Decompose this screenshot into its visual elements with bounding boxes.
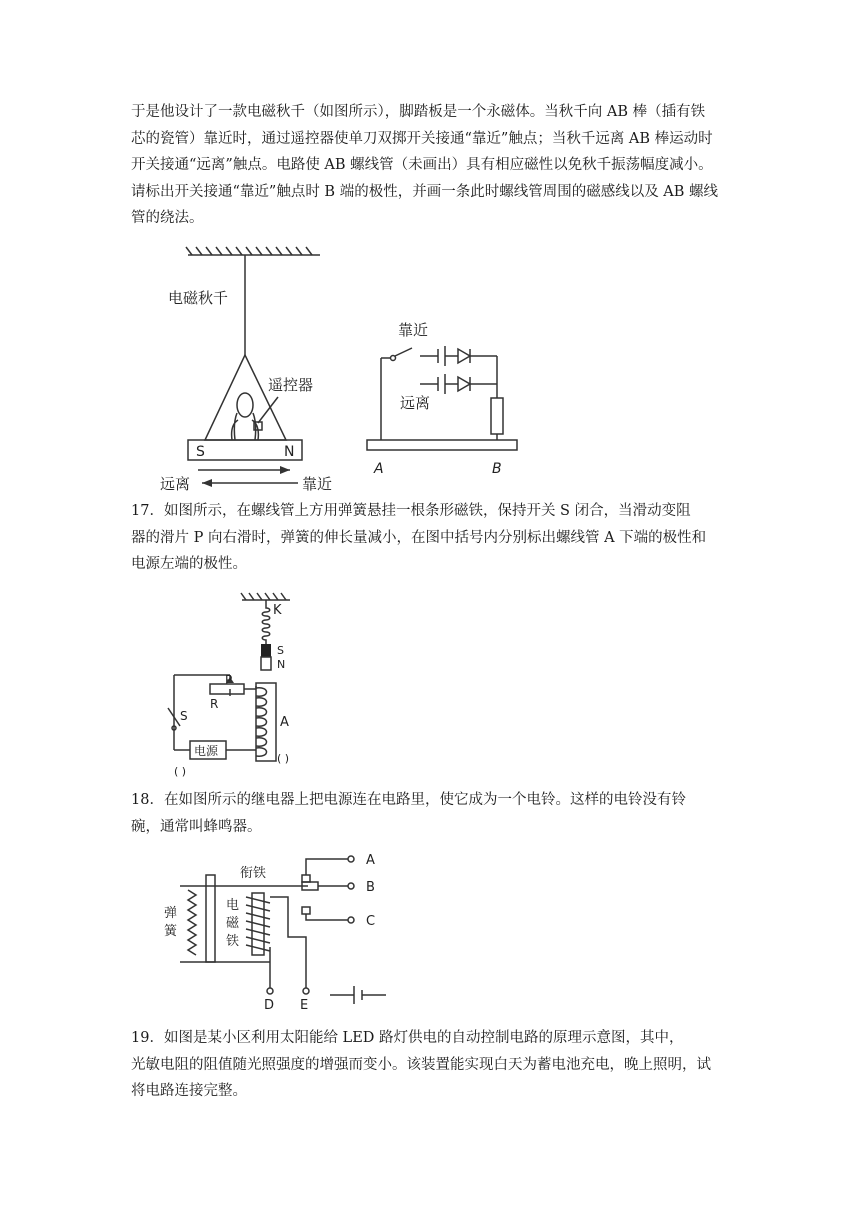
terminal-a (348, 856, 354, 862)
label-em-3: 铁 (226, 934, 240, 949)
label-e: E (300, 998, 309, 1013)
text-line: 于是他设计了一款电磁秋千（如图所示），脚踏板是一个永磁体。当秋千向 AB 棒（插有铁 (131, 104, 706, 120)
person-figure (232, 393, 262, 440)
electromagnet-coil (246, 897, 270, 951)
label-p: P (225, 673, 233, 687)
swing-label: 电磁秋千 (168, 289, 229, 307)
text-line: 17．如图所示，在螺线管上方用弹簧悬挂一根条形磁铁，保持开关 S 闭合，当滑动变阻 (131, 503, 691, 519)
away-arrow-label: 远离 (160, 475, 191, 493)
remote-label: 遥控器 (268, 376, 314, 394)
label-r: R (210, 697, 219, 711)
contact-assembly (302, 859, 348, 920)
near-arrow-label: 靠近 (302, 475, 333, 493)
terminal-c (348, 917, 354, 923)
solenoid-figure (160, 590, 340, 785)
bar-magnet-s (261, 644, 271, 657)
switch-away-label: 远离 (400, 394, 431, 412)
q19-text (131, 1025, 731, 1105)
text-line: 碗，通常叫蜂鸣器。 (131, 818, 262, 835)
coil-lead-e (270, 897, 306, 988)
end-b-label: B (492, 461, 502, 477)
bracket-coil-bottom: ( ) (277, 752, 290, 765)
bracket-power-left: ( ) (174, 765, 187, 778)
direction-arrows (198, 466, 298, 487)
text-line: 18．在如图所示的继电器上把电源连在电路里，使它成为一个电铃。这样的电铃没有铃 (131, 792, 686, 808)
end-a-label: A (374, 461, 384, 477)
text-line: 请标出开关接通“靠近”触点时 B 端的极性，并画一条此时螺线管周围的磁感线以及 AB 螺线 (131, 183, 719, 200)
label-d: D (264, 998, 275, 1013)
text-line: 开关接通“远离”触点。电路使 AB 螺线管（未画出）具有相应磁性以免秋千振荡幅度减小。 (131, 157, 713, 173)
text-line: 将电路连接完整。 (131, 1083, 247, 1099)
q16-text (131, 99, 731, 232)
remote-leader (258, 397, 278, 423)
spring (188, 890, 196, 955)
terminal-e (303, 988, 309, 994)
terminal-d (267, 988, 273, 994)
label-a: A (366, 853, 375, 868)
spring (262, 600, 270, 644)
text-line: 19．如图是某小区利用太阳能给 LED 路灯供电的自动控制电路的原理示意图，其中， (131, 1030, 684, 1046)
label-switch-s: S (180, 709, 188, 723)
power-label: 电源 (194, 744, 219, 758)
q17-text (131, 498, 731, 578)
text-line: 器的滑片 P 向右滑时，弹簧的伸长量减小，在图中括号内分别标出螺线管 A 下端的极性和 (131, 529, 707, 546)
label-spring-1: 弹 (164, 906, 178, 921)
solenoid-coil (256, 688, 267, 756)
swing-frame (205, 355, 286, 440)
switch-circuit (381, 321, 503, 440)
text-line: 管的绕法。 (131, 210, 204, 226)
relay-figure (160, 845, 400, 1015)
q18-text (131, 787, 731, 840)
swing-figure (150, 245, 530, 495)
ceiling (241, 593, 290, 600)
terminal-b (348, 883, 354, 889)
label-em-1: 电 (226, 898, 240, 913)
bar-magnet-n (261, 657, 271, 670)
switch-near-label: 靠近 (398, 321, 429, 339)
label-c: C (366, 914, 376, 929)
support-post (206, 875, 215, 962)
pole-n-label: N (284, 444, 295, 460)
text-line: 电源左端的极性。 (131, 556, 247, 572)
label-k: K (273, 603, 282, 618)
label-coil-a: A (280, 715, 289, 730)
label-armature: 衔铁 (240, 866, 267, 881)
ceiling (186, 247, 320, 255)
text-line: 光敏电阻的阻值随光照强度的增强而变小。该装置能实现白天为蓄电池充电，晚上照明，试 (131, 1056, 711, 1073)
label-b: B (366, 880, 375, 895)
battery (330, 986, 386, 1004)
label-spring-2: 簧 (164, 924, 178, 939)
pole-s-label: S (196, 444, 205, 460)
label-n-pole: N (277, 658, 286, 671)
ab-rod (367, 440, 517, 450)
label-em-2: 磁 (226, 916, 240, 931)
label-s-pole: S (277, 644, 284, 657)
text-line: 芯的瓷管）靠近时，通过遥控器使单刀双掷开关接通“靠近”触点；当秋千远离 AB 棒运动时 (131, 130, 713, 147)
